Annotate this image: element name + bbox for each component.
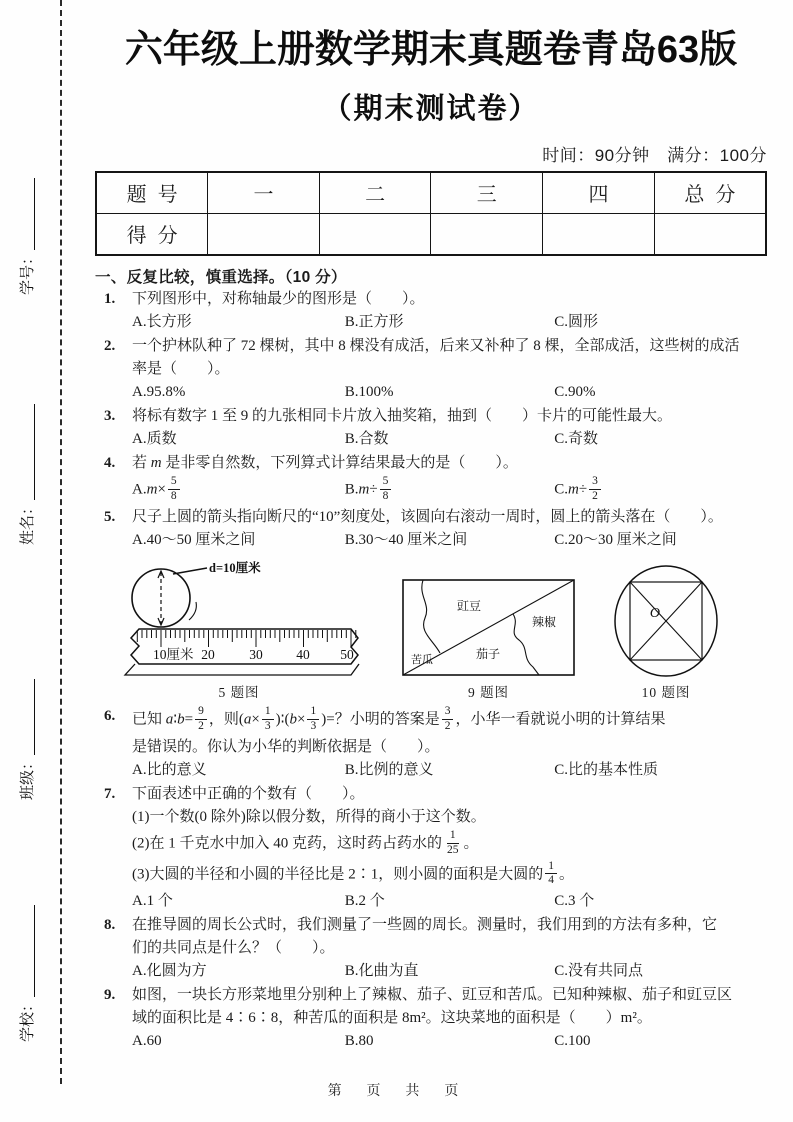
- question-options: [132, 1030, 767, 1053]
- question-9: [95, 984, 767, 1053]
- question-line: (3)大圆的半径和小圆的半径比是 2∶1，则小圆的面积是大圆的 $\frac{1}{4}$ 。: [132, 859, 575, 887]
- class-blank: [33, 679, 35, 755]
- ruler-number-20: 20: [201, 647, 215, 663]
- figures-row: [95, 558, 767, 701]
- student-id-label: 学号：: [19, 249, 36, 295]
- option-b: B.30～40 厘米之间: [344, 532, 468, 549]
- fraction: $\frac{3}{2}$: [442, 705, 454, 734]
- diameter-label: d=10厘米: [209, 561, 261, 576]
- figure-q5: [113, 558, 365, 701]
- score-cell-1: [208, 213, 320, 255]
- figure-q5-caption: 5 题图: [218, 685, 260, 701]
- option-a: A.60: [132, 1033, 162, 1050]
- question-line: 已知 a∶b= $\frac{9}{2}$ ，则(a× $\frac{1}{3}$ )∶(b× $\frac{1}{3}$ )=？小明的答案是 $\frac{3}{2}$ ，小华一看就说小明的计算结果: [132, 705, 666, 733]
- fraction: $\frac{5}{8}$: [168, 475, 180, 504]
- question-line: 如图，一块长方形菜地里分别种上了辣椒、茄子、豇豆和苦瓜。已知种辣椒、茄子和豇豆区: [132, 987, 733, 1004]
- option-b: B.100%: [344, 383, 394, 400]
- question-line: (2)在 1 千克水中加入 40 克药，这时药占药水的 $\frac{1}{25}$ 。: [132, 828, 479, 856]
- option-c: C.没有共同点: [554, 963, 644, 980]
- student-id-field: [16, 178, 37, 295]
- question-6: [95, 705, 767, 782]
- score-cell-3: [431, 213, 543, 255]
- fraction: $\frac{1}{25}$: [447, 828, 459, 856]
- question-7: [95, 783, 767, 913]
- score-cell-total: [654, 213, 766, 255]
- question-options: [132, 475, 767, 506]
- plot-label-cowpea: 豇豆: [456, 599, 482, 614]
- question-number: 7.: [104, 785, 116, 802]
- option-c: C.奇数: [554, 430, 599, 447]
- question-options: [132, 428, 767, 451]
- circle-inscribed-square-figure: [612, 564, 720, 678]
- option-b: B.化曲为直: [344, 963, 419, 980]
- cut-line: [60, 0, 62, 1084]
- question-line: 若 m 是非零自然数，下列算式计算结果最大的是（ ）。: [132, 454, 518, 471]
- option-a: A.m× $\frac{5}{8}$: [132, 475, 345, 506]
- page-footer: 第 页 共 页: [327, 1082, 466, 1098]
- figure-q10: [612, 564, 720, 701]
- plot-label-pepper: 辣椒: [531, 615, 557, 630]
- option-a: A.1 个: [132, 893, 173, 910]
- question-2: [95, 335, 767, 404]
- option-a: A.40～50 厘米之间: [132, 532, 256, 549]
- ruler-number-10: 10厘米: [153, 647, 194, 663]
- question-3: [95, 405, 767, 451]
- paper-subtitle: （期末测试卷）: [322, 92, 540, 125]
- option-c: C.圆形: [554, 313, 599, 330]
- circle-center-label: O: [649, 606, 660, 622]
- fraction: $\frac{1}{4}$: [545, 860, 557, 889]
- fraction: $\frac{5}{8}$: [380, 475, 392, 504]
- question-line: 率是（ ）。: [132, 360, 230, 377]
- questions-6-9: [95, 705, 767, 1053]
- fraction: $\frac{1}{3}$: [307, 705, 319, 734]
- score-table-header-row: [96, 172, 766, 214]
- question-line: (1)一个数(0 除外)除以假分数，所得的商小于这个数。: [132, 808, 486, 825]
- plot-label-bitter-gourd: 苦瓜: [411, 654, 433, 667]
- option-a: A.化圆为方: [132, 963, 207, 980]
- question-options: [132, 529, 767, 552]
- question-line: 下面表述中正确的个数有（ ）。: [132, 785, 365, 802]
- main-column: [95, 0, 767, 1053]
- question-number: 1.: [104, 290, 116, 307]
- figure-q10-caption: 10 题图: [641, 685, 691, 701]
- ruler-ticks: [137, 630, 355, 647]
- question-line: 域的面积比是 4∶6∶8，种苦瓜的面积是 8m²。这块菜地的面积是（ ）m²。: [132, 1010, 652, 1027]
- student-name-field: [16, 404, 37, 545]
- score-cell-4: [543, 213, 655, 255]
- figure-q9-caption: 9 题图: [467, 685, 510, 701]
- option-a: A.长方形: [132, 313, 192, 330]
- question-number: 4.: [104, 454, 116, 471]
- question-number: 2.: [104, 337, 116, 354]
- option-a: A.比的意义: [132, 761, 207, 778]
- score-cell-2: [319, 213, 431, 255]
- school-blank: [33, 905, 35, 997]
- option-b: B.正方形: [344, 313, 404, 330]
- ruler-number-40: 40: [296, 647, 310, 663]
- ruler-number-30: 30: [249, 647, 263, 663]
- option-b: B.m÷ $\frac{5}{8}$: [345, 475, 555, 506]
- option-b: B.80: [344, 1033, 374, 1050]
- question-line: 下列图形中，对称轴最少的图形是（ ）。: [132, 290, 425, 307]
- score-table-col-total: 总分: [654, 172, 766, 214]
- question-4: [95, 452, 767, 506]
- score-table-score-row: [96, 213, 766, 255]
- question-number: 5.: [104, 509, 116, 526]
- section-1-heading: 一、反复比较，慎重选择。（10 分）: [95, 268, 347, 286]
- question-1: [95, 288, 767, 334]
- score-table-corner: 题号: [96, 172, 208, 214]
- fraction: $\frac{1}{3}$: [262, 705, 274, 734]
- school-field: [16, 905, 37, 1042]
- question-8: [95, 914, 767, 983]
- option-b: B.比例的意义: [344, 761, 434, 778]
- question-number: 6.: [104, 708, 116, 725]
- vegetable-plot-figure: [401, 578, 576, 678]
- option-b: B.2 个: [344, 893, 385, 910]
- questions-1-5: [95, 288, 767, 553]
- option-c: C.100: [554, 1033, 591, 1050]
- question-options: [132, 960, 767, 983]
- option-c: C.20～30 厘米之间: [554, 532, 677, 549]
- figure-q9: [401, 578, 576, 701]
- question-options: [132, 890, 767, 913]
- fraction: $\frac{3}{2}$: [589, 475, 601, 504]
- score-table-col-1: 一: [208, 172, 320, 214]
- student-name-label: 姓名：: [19, 499, 36, 545]
- question-5: [95, 506, 767, 552]
- student-name-blank: [33, 404, 35, 500]
- option-a: A.95.8%: [132, 383, 186, 400]
- question-options: [132, 311, 767, 334]
- paper-title: 六年级上册数学期末真题卷青岛63版: [124, 29, 738, 71]
- class-field: [16, 679, 37, 800]
- score-table-col-2: 二: [319, 172, 431, 214]
- ruler-number-50: 50: [340, 647, 354, 663]
- ruler-circle-figure: [113, 558, 365, 678]
- option-c: C.3 个: [554, 893, 595, 910]
- option-b: B.合数: [344, 430, 389, 447]
- score-table-col-3: 三: [431, 172, 543, 214]
- time-score-meta: 时间：90分钟 满分：100分: [542, 145, 767, 165]
- question-line: 在推导圆的周长公式时，我们测量了一些圆的周长。测量时，我们用到的方法有多种，它: [132, 917, 718, 934]
- score-table-col-4: 四: [543, 172, 655, 214]
- question-line: 将标有数字 1 至 9 的九张相同卡片放入抽奖箱，抽到（ ）卡片的可能性最大。: [132, 407, 673, 424]
- option-c: C.比的基本性质: [554, 761, 659, 778]
- question-number: 9.: [104, 987, 116, 1004]
- student-id-blank: [33, 178, 35, 250]
- plot-label-eggplant: 茄子: [475, 647, 501, 662]
- question-line: 一个护林队种了 72 棵树，其中 8 棵没有成活，后来又补种了 8 棵，全部成活，这些树的成活: [132, 337, 740, 354]
- school-label: 学校：: [19, 996, 36, 1042]
- class-label: 班级：: [19, 754, 36, 800]
- question-number: 8.: [104, 917, 116, 934]
- option-c: C.90%: [554, 383, 596, 400]
- question-line: 是错误的。你认为小华的判断依据是（ ）。: [132, 738, 440, 755]
- fraction: $\frac{9}{2}$: [195, 705, 207, 734]
- option-c: C.m÷ $\frac{3}{2}$: [554, 475, 767, 506]
- question-line: 们的共同点是什么？（ ）。: [132, 940, 335, 957]
- question-options: [132, 759, 767, 782]
- score-row-label: 得分: [96, 213, 208, 255]
- question-number: 3.: [104, 407, 116, 424]
- option-a: A.质数: [132, 430, 177, 447]
- score-table: [95, 171, 767, 256]
- question-line: 尺子上圆的箭头指向断尺的“10”刻度处，该圆向右滚动一周时，圆上的箭头落在（ ）。: [132, 509, 723, 526]
- question-options: [132, 381, 767, 404]
